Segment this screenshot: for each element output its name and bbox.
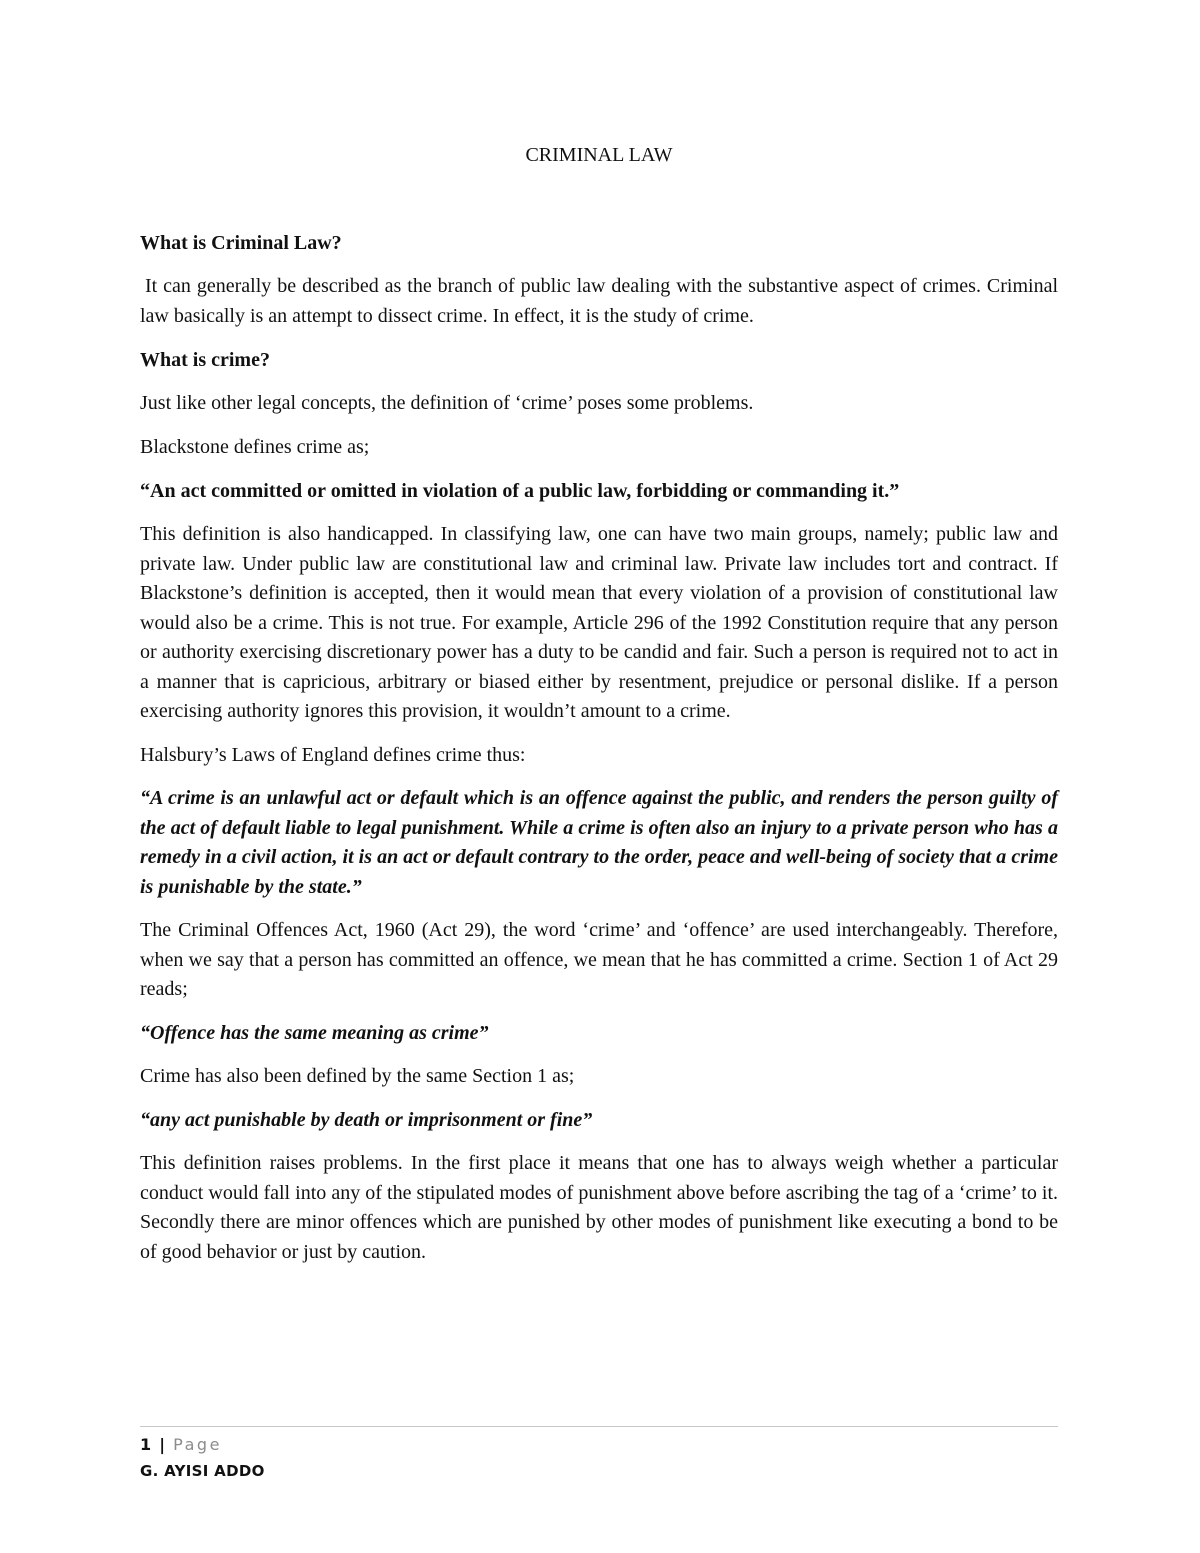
page-footer (140, 1432, 265, 1484)
quote-halsbury: “A crime is an unlawful act or default which is an offence against the public, and renders the person guilty of the act of default liable to legal punishment. While a crime is often also an injury to a private person who has a remedy in a civil action, it is an act or default contrary to the order, peace and well-being of society that a crime is punishable by the state.” (140, 787, 1058, 898)
author-name: G. AYISI ADDO (140, 1462, 265, 1480)
heading-what-is-crime: What is crime? (140, 349, 270, 371)
page-label: Page (173, 1435, 222, 1454)
paragraph-section-1-crime: Crime has also been defined by the same Section 1 as; (140, 1065, 575, 1087)
heading-what-is-criminal-law: What is Criminal Law? (140, 232, 342, 254)
paragraph-criminal-offences-act: The Criminal Offences Act, 1960 (Act 29), the word ‘crime’ and ‘offence’ are used interchangeably. Therefore, when we say that a person has committed an offence, we mean that he has committed a crime. Section 1 of Act 29 reads; (140, 919, 1058, 1000)
quote-offence-meaning: “Offence has the same meaning as crime” (140, 1021, 489, 1044)
paragraph-criminal-law-definition: It can generally be described as the branch of public law dealing with the substantive aspect of crimes. Criminal law basically is an attempt to dissect crime. In effect, it is the study of crime. (140, 275, 1058, 327)
footer-divider (140, 1426, 1058, 1427)
quote-blackstone: “An act committed or omitted in violation of a public law, forbidding or commanding it.” (140, 480, 900, 502)
page-separator: | (159, 1435, 166, 1454)
paragraph-halsbury-intro: Halsbury’s Laws of England defines crime thus: (140, 743, 526, 766)
paragraph-definition-handicapped: This definition is also handicapped. In classifying law, one can have two main groups, namely; public law and private law. Under public law are constitutional law and criminal law. Private law includes tort and contract. If Blackstone’s definition is accepted, then it would mean that every violation of a provision of constitutional law would also be a crime. This is not true. For example, Article 296 of the 1992 Constitution require that any person or authority exercising discretionary power has a duty to be candid and fair. Such a person is required not to act in a manner that is capricious, arbitrary or biased either by resentment, prejudice or personal dislike. If a person exercising authority ignores this provision, it wouldn’t amount to a crime. (140, 523, 1058, 722)
paragraph-blackstone-intro: Blackstone defines crime as; (140, 435, 370, 458)
paragraph-legal-concepts: Just like other legal concepts, the definition of ‘crime’ poses some problems. (140, 392, 754, 414)
page-number-line (140, 1432, 265, 1458)
page-number: 1 (140, 1435, 152, 1454)
document-title: CRIMINAL LAW (525, 144, 673, 166)
paragraph-definition-problems: This definition raises problems. In the first place it means that one has to always weigh whether a particular conduct would fall into any of the stipulated modes of punishment above before ascribing the tag of a ‘crime’ to it. Secondly there are minor offences which are punished by other modes of punishment like executing a bond to be of good behavior or just by caution. (140, 1152, 1058, 1263)
document-body (140, 140, 1058, 1281)
quote-act-punishable: “any act punishable by death or imprisonment or fine” (140, 1108, 593, 1131)
